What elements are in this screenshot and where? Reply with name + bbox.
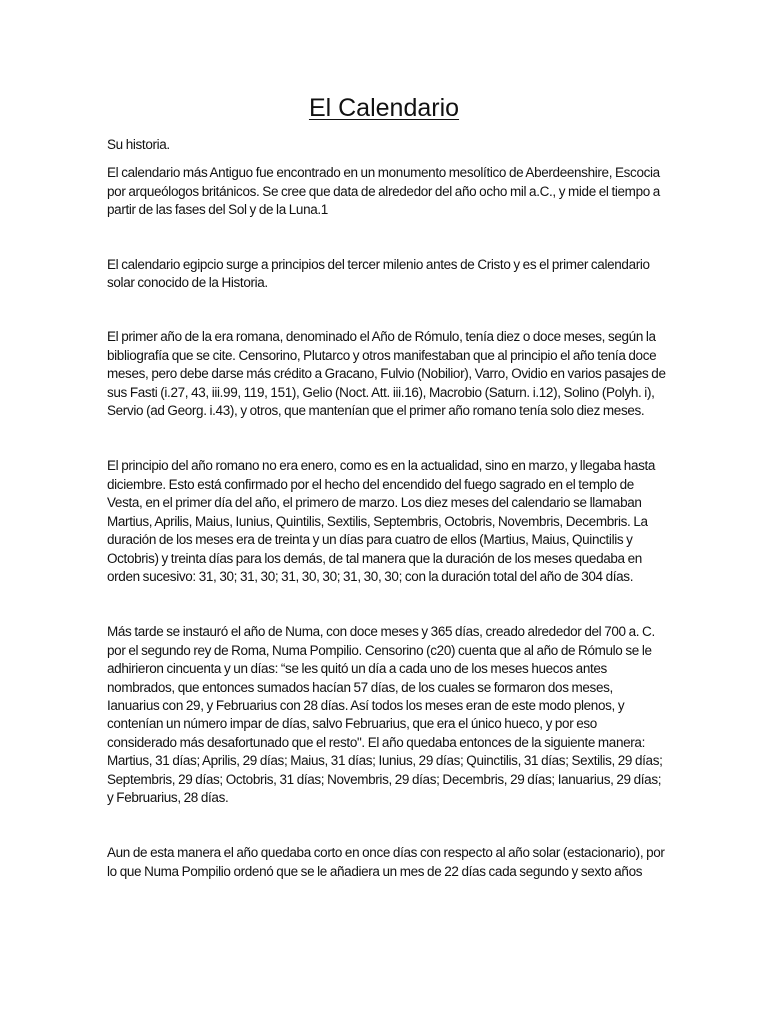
paragraph-egyptian-calendar: El calendario egipcio surge a principios del tercer milenio antes de Cristo y es el primer calendario solar conocido de la Historia. (107, 256, 650, 291)
document-body (107, 136, 667, 881)
paragraph-intercalary-month: Aun de esta manera el año quedaba corto en once días con respecto al año solar (estacionario), por lo que Numa Pompilio ordenó que se le añadiera un mes de 22 días cada segundo y sexto años (107, 845, 665, 879)
paragraph-roman-year-start: El principio del año romano no era enero, como es en la actualidad, sino en marzo, y llegaba hasta diciembre. Esto está confirmado por el hecho del encendido del fuego sagrado en el templo de Vesta, en el primer día del año, el primero de marzo. Los diez meses del calendario se llamaban Martius, Aprilis, Maius, Iunius, Quintilis, Sextilis, Septembris, Octobris, Novembris, Decembris. La duración de los meses era de treinta y un días para cuatro de ellos (Martius, Maius, Quinctilis y Octobris) y treinta días para los demás, de tal manera que la duración de los meses quedaba en orden sucesivo: 31, 30; 31, 30; 31, 30, 30; 31, 30, 30; con la duración total del año de 304 días. (107, 458, 656, 584)
page-title: El Calendario (308, 94, 460, 122)
section-subtitle: Su historia. (107, 137, 170, 152)
paragraph-romulus-year: El primer año de la era romana, denominado el Año de Rómulo, tenía diez o doce meses, según la bibliografía que se cite. Censorino, Plutarco y otros manifestaban que al principio el año tenía doce meses, pero debe darse más crédito a Gracano, Fulvio (Nobilior), Varro, Ovidio en varios pasajes de sus Fasti (i.27, 43, iii.99, 119, 151), Gelio (Noct. Att. iii.16), Macrobio (Saturn. i.12), Solino (Polyh. i), Servio (ad Georg. i.43), y otros, que mantenían que el primer año romano tenía solo diez meses. (107, 329, 666, 419)
paragraph-aberdeenshire: El calendario más Antiguo fue encontrado en un monumento mesolítico de Aberdeenshire, Escocia por arqueólogos británicos. Se cree que data de alrededor del año ocho mil a.C., y mide el tiempo a partir de las fases del Sol y de la Luna.1 (107, 165, 660, 218)
paragraph-numa-year: Más tarde se instauró el año de Numa, con doce meses y 365 días, creado alrededor del 700 a. C. por el segundo rey de Roma, Numa Pompilio. Censorino (c20) cuenta que al año de Rómulo se le adhirieron cincuenta y un días: “se les quitó un día a cada uno de los meses huecos antes nombrados, que entonces sumados hacían 57 días, de los cuales se formaron dos meses, Ianuarius con 29, y Februarius con 28 días. Así todos los meses eran de este modo plenos, y contenían un número impar de días, salvo Februarius, que era el único hueco, y por eso considerado más desafortunado que el resto". El año quedaba entonces de la siguiente manera: Martius, 31 días; Aprilis, 29 días; Maius, 31 días; Iunius, 29 días; Quinctilis, 31 días; Sextilis, 29 días; Septembris, 29 días; Octobris, 31 días; Novembris, 29 días; Decembris, 29 días; Ianuarius, 29 días; y Februarius, 28 días. (107, 624, 663, 805)
